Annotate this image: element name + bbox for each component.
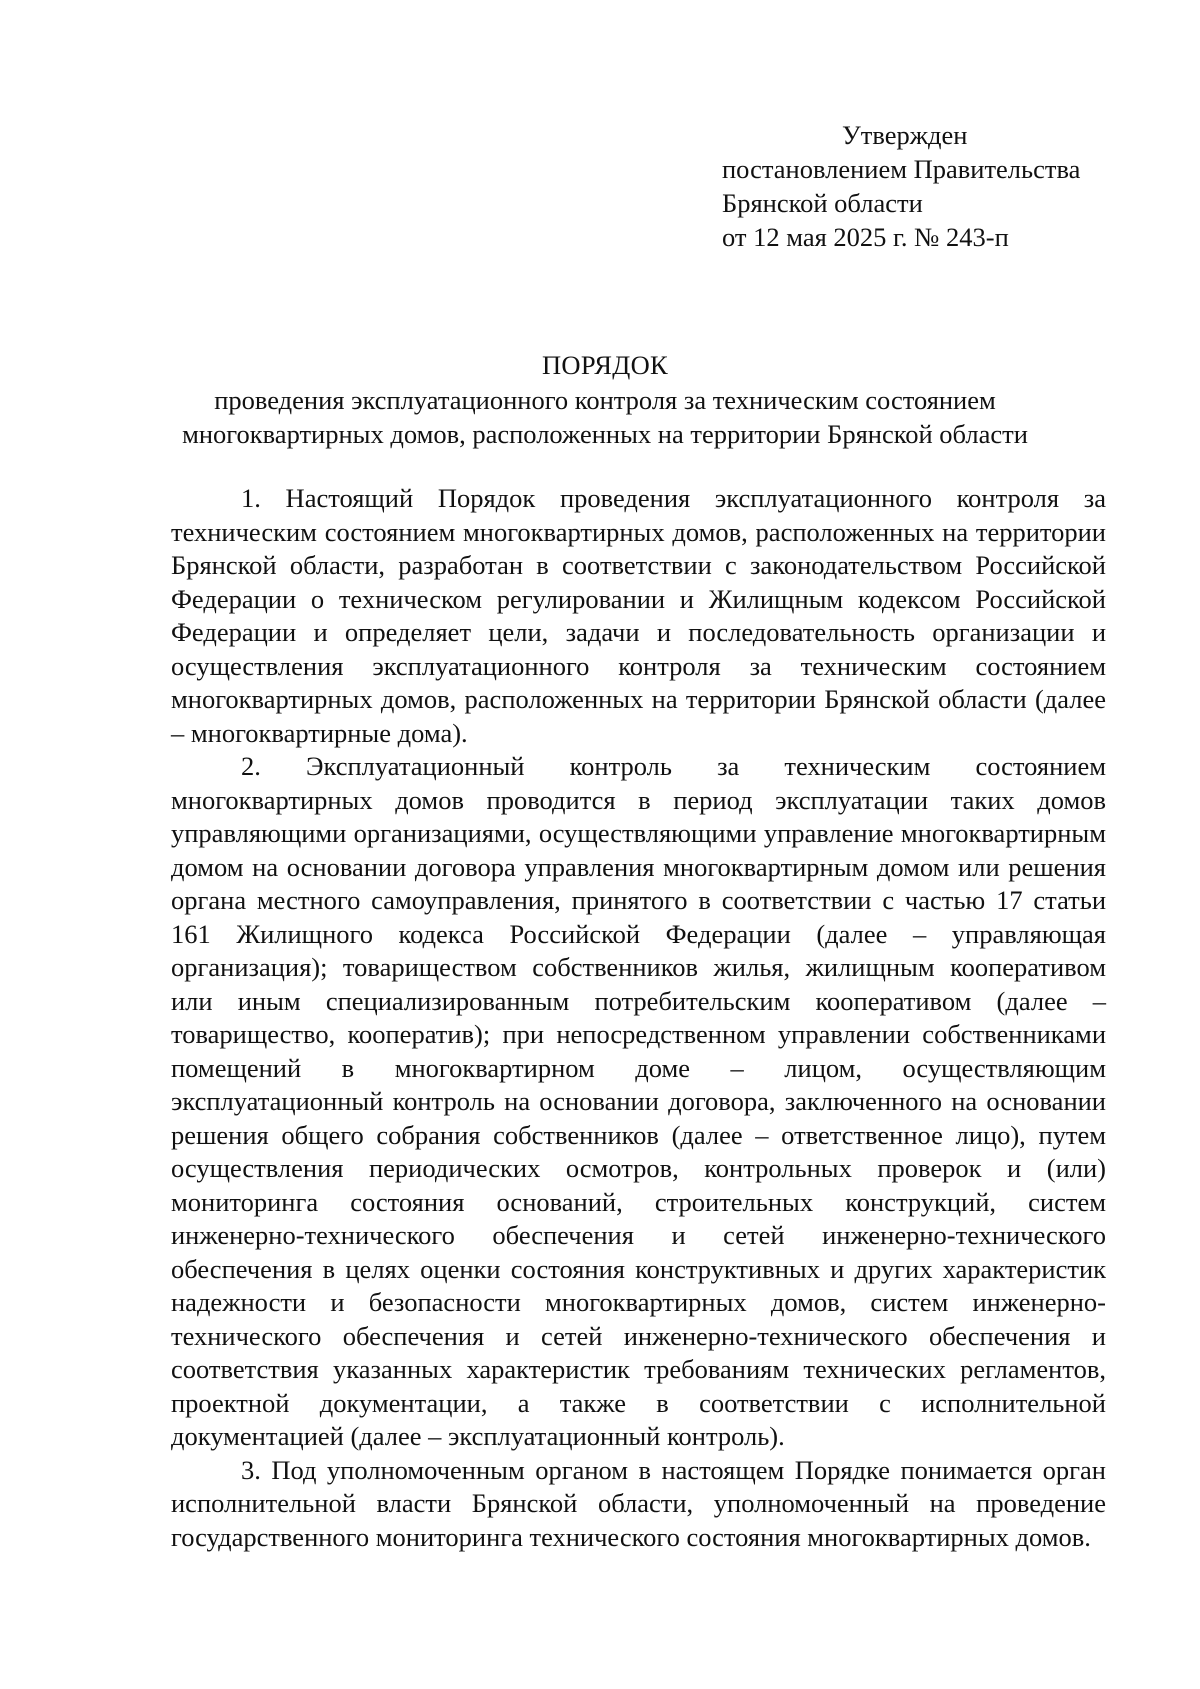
approval-line-region: Брянской области <box>722 188 923 218</box>
title-subtitle-line-1: проведения эксплуатационного контроля за техническим состоянием <box>214 385 996 415</box>
approval-line-approved: Утвержден <box>842 120 968 150</box>
title-heading: ПОРЯДОК <box>541 350 668 380</box>
paragraph-3: 3. Под уполномоченным органом в настоящем Порядке понимается орган исполнительной власти Брянской области, уполномоченный на проведение государственного мониторинга технического состояния многоквартирных домов. <box>171 1454 1106 1552</box>
paragraph-1: 1. Настоящий Порядок проведения эксплуатационного контроля за техническим состоянием многоквартирных домов, расположенных на территории Брянской области, разработан в соответствии с законодательством Российской Федерации о техническом регулировании и Жилищным кодексом Российской Федерации и определяет цели, задачи и последовательность организации и осуществления эксплуатационного контроля за техническим состоянием многоквартирных домов, расположенных на территории Брянской области (далее – многоквартирные дома). <box>171 483 1106 748</box>
paragraph-2: 2. Эксплуатационный контроль за техническим состоянием многоквартирных домов проводится в период эксплуатации таких домов управляющими организациями, осуществляющими управление многоквартирным домом на основании договора управления многоквартирным домом или решения органа местного самоуправления, принятого в соответствии с частью 17 статьи 161 Жилищного кодекса Российской Федерации (далее – управляющая организация); товариществом собственников жилья, жилищным кооперативом или иным специализированным потребительским кооперативом (далее – товарищество, кооператив); при непосредственном управлении собственниками помещений в многоквартирном доме – лицом, осуществляющим эксплуатационный контроль на основании договора, заключенного на основании решения общего собрания собственников (далее – ответственное лицо), путем осуществления периодических осмотров, контрольных проверок и (или) мониторинга состояния оснований, строительных конструкций, систем инженерно-технического обеспечения и сетей инженерно-технического обеспечения в целях оценки состояния конструктивных и других характеристик надежности и безопасности многоквартирных домов, систем инженерно-технического обеспечения и сетей инженерно-технического обеспечения и соответствия указанных характеристик требованиям технических регламентов, проектной документации, а также в соответствии с исполнительной документацией (далее – эксплуатационный контроль). <box>171 751 1106 1451</box>
approval-line-resolution: постановлением Правительства <box>722 154 1081 184</box>
document-title <box>120 348 1090 451</box>
title-subtitle-line-2: многоквартирных домов, расположенных на территории Брянской области <box>182 419 1028 449</box>
approval-stamp <box>722 118 1142 254</box>
approval-line-date-number: от 12 мая 2025 г. № 243-п <box>722 222 1009 252</box>
document-body <box>171 482 1106 1554</box>
